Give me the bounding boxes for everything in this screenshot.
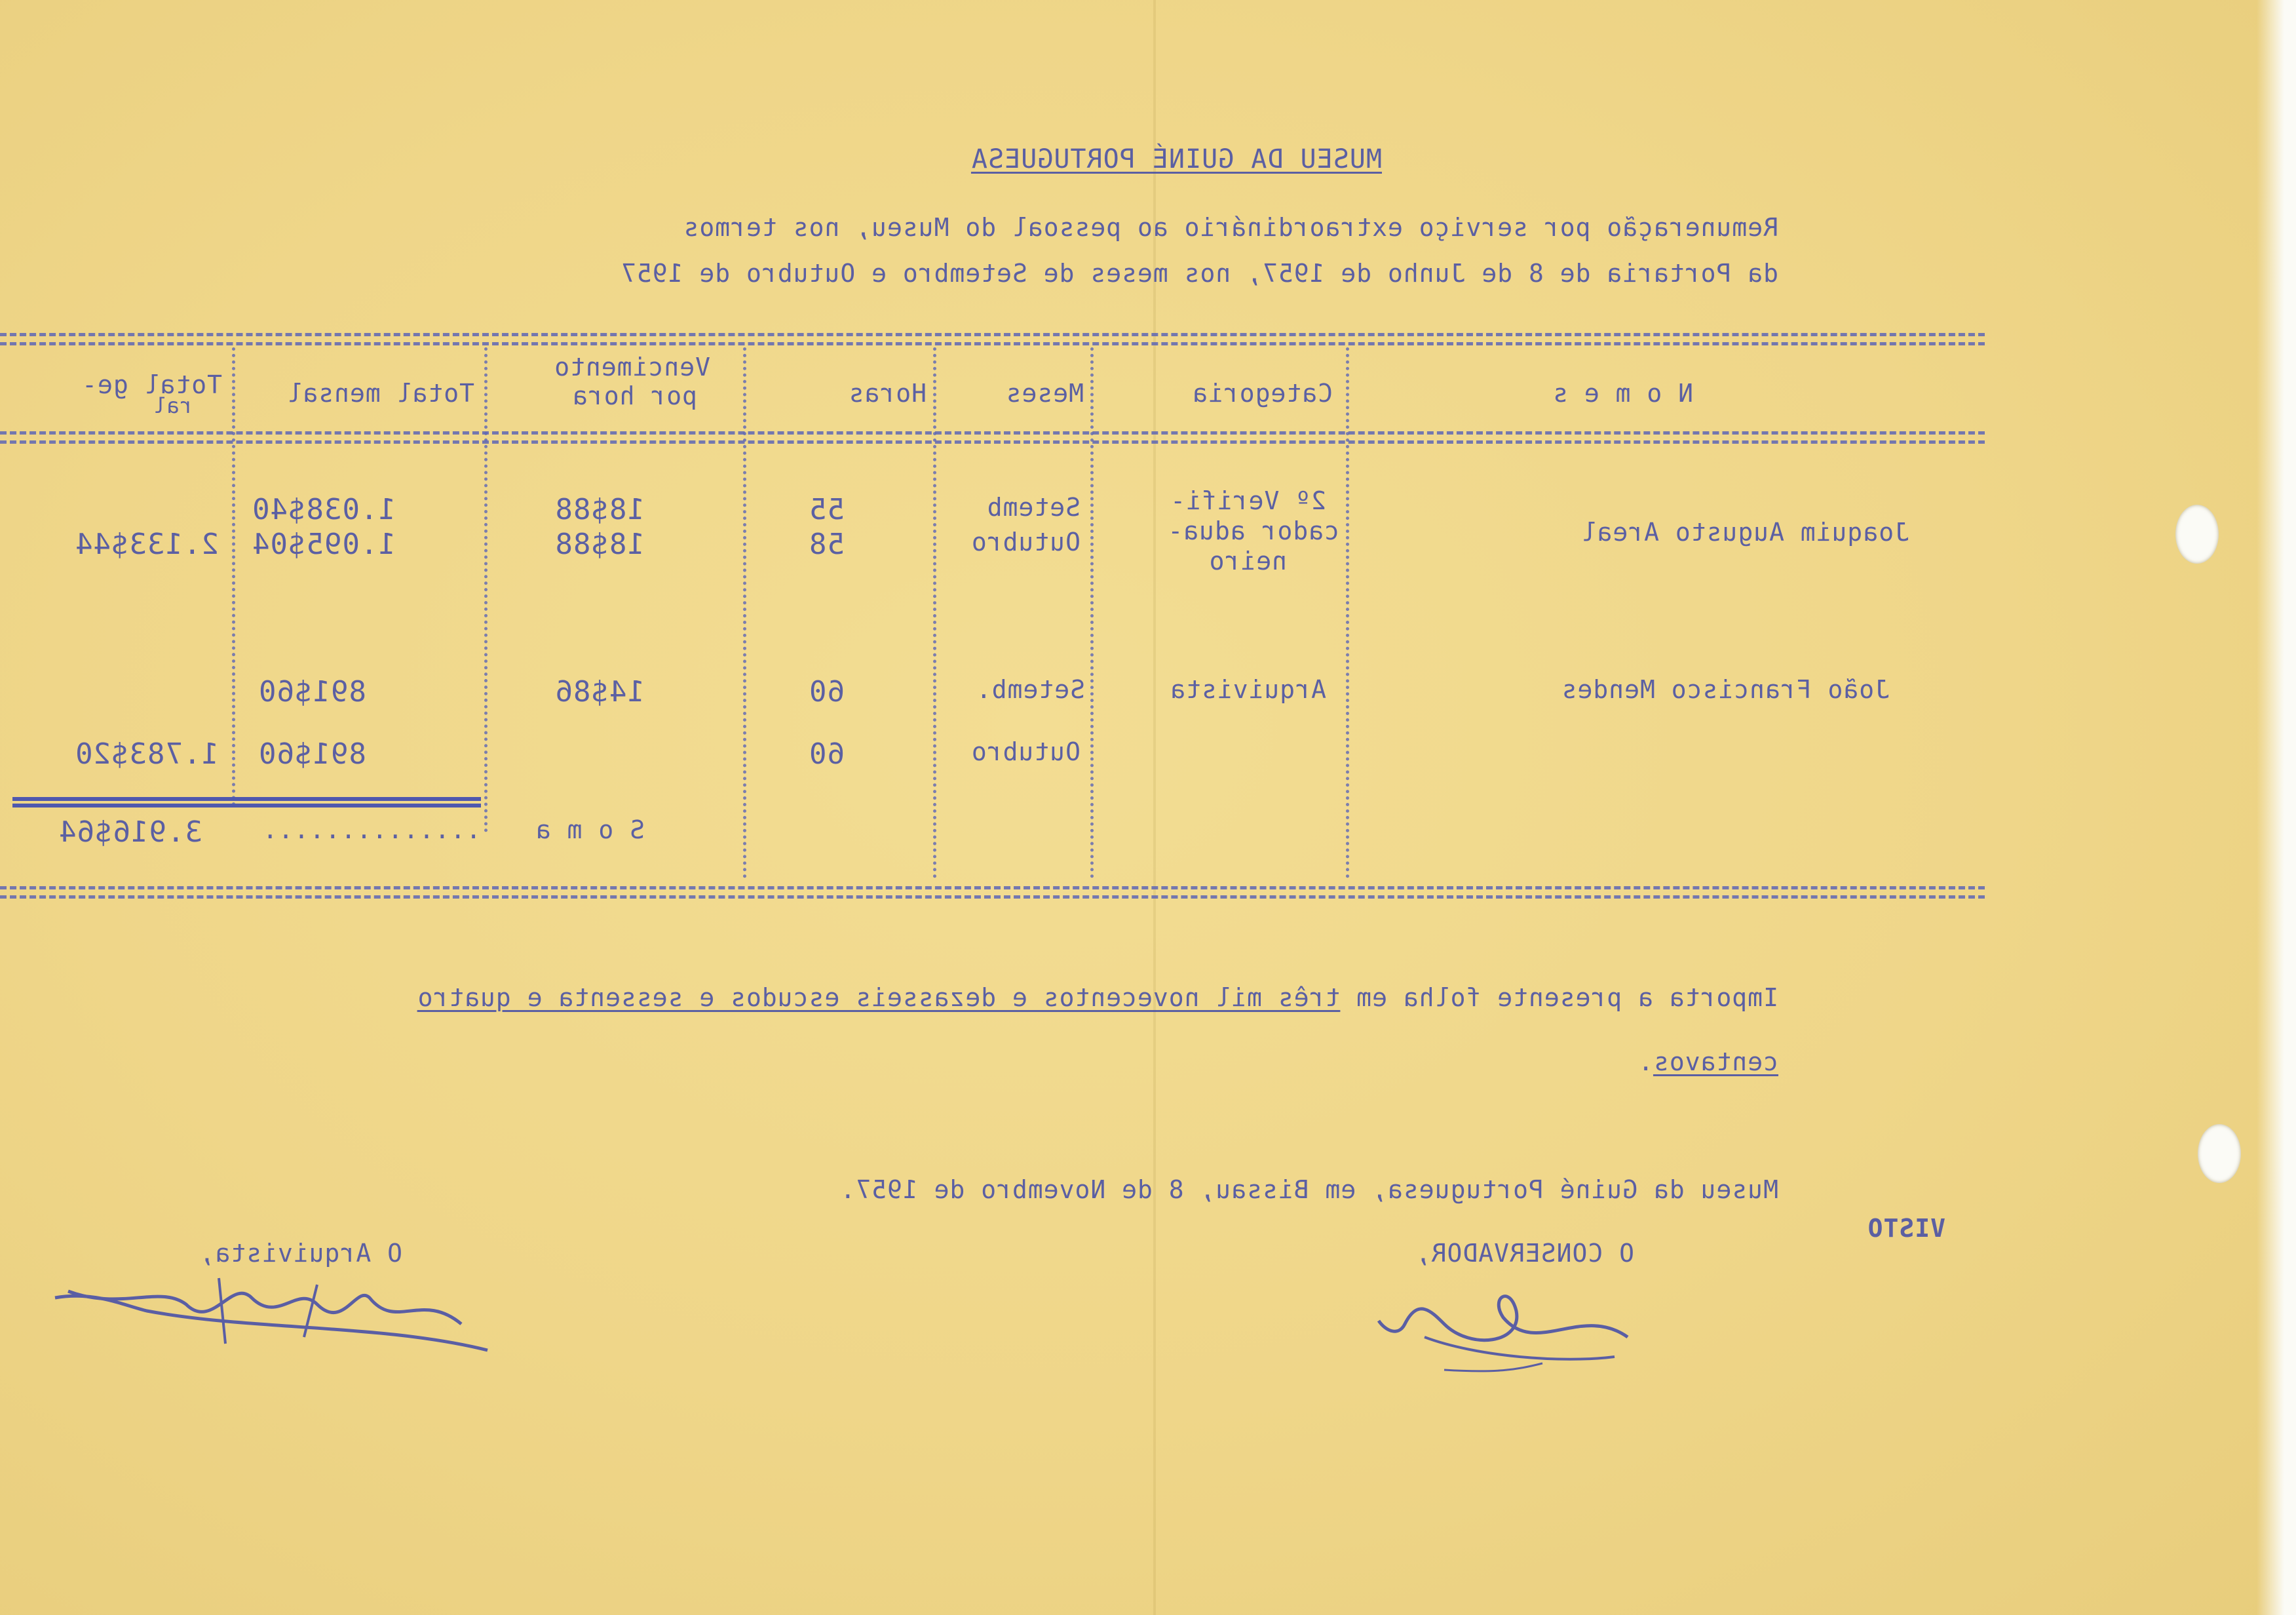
row4-mes: Outubro	[970, 737, 1081, 766]
row1-mes: Setemb	[986, 493, 1081, 522]
row3-nome: João Francisco Mendes	[1561, 675, 1890, 704]
col-header-categoria: Categoria	[1192, 379, 1333, 408]
row4-horas: 60	[809, 737, 845, 771]
place-date-line: Museu da Guiné Portuguesa, em Bissau, 8 de Novembro de 1957.	[839, 1175, 1778, 1204]
soma-rule-2	[12, 804, 481, 808]
importa-amount-words-2: centavos	[1653, 1047, 1778, 1076]
importa-line-1	[417, 983, 1778, 1012]
row1-horas: 55	[809, 493, 845, 526]
col-header-total-geral: Total ge-	[81, 370, 222, 399]
row1-nome: Joaquim Augusto Areal	[1580, 518, 1909, 547]
table-top-rule	[0, 333, 1985, 336]
row1-total-mensal: 1.038$40	[252, 493, 396, 526]
importa-amount-words: três mil novecentos e dezasseis escudos e sessenta e quatro	[417, 983, 1341, 1012]
row2-total-mensal: 1.095$04	[252, 528, 396, 561]
institution-title: MUSEU DA GUINÉ PORTUGUESA	[970, 144, 1382, 174]
row1-categoria-2: cador adua-	[1167, 516, 1339, 545]
row1-vencimento: 18$88	[554, 493, 645, 526]
subtitle-line-1: Remuneração por serviço extraordinário ao pessoal do Museu, nos termos	[683, 213, 1778, 242]
conservador-label: O CONSERVADOR,	[1415, 1239, 1634, 1268]
row4-total-geral: 1.783$20	[75, 737, 219, 771]
header-bottom-rule	[0, 431, 1985, 435]
col-sep-meses	[933, 347, 936, 878]
row3-mes: Setemb.	[975, 675, 1085, 704]
visto-label: VISTO	[1867, 1214, 1945, 1243]
row1-categoria: 2º Verifi-	[1170, 486, 1326, 515]
arquivista-label: O Arquivista,	[199, 1239, 402, 1268]
row2-total-geral: 2.133$44	[75, 528, 219, 561]
col-sep-categoria	[1090, 347, 1094, 878]
row2-mes: Outubro	[970, 528, 1081, 556]
header-bottom-rule-2	[0, 440, 1985, 444]
table-top-rule-2	[0, 342, 1985, 345]
row2-vencimento: 18$88	[554, 528, 645, 561]
table-bottom-rule-2	[0, 895, 1985, 899]
table-bottom-rule	[0, 886, 1985, 889]
soma-rule	[12, 797, 481, 801]
col-sep-nomes	[1346, 347, 1349, 878]
importa-end: .	[1637, 1047, 1653, 1076]
row3-horas: 60	[809, 675, 845, 709]
importa-line-2	[1637, 1047, 1778, 1076]
soma-dots: ..............	[261, 815, 481, 844]
col-header-vencimento: Vencimento	[554, 353, 710, 381]
col-sep-total-mensal	[232, 347, 235, 806]
col-header-total-geral-2: ral	[153, 393, 193, 418]
col-header-total-mensal: Total mensal	[286, 379, 474, 408]
subtitle-line-2: da Portaria de 8 de Junho de 1957, nos meses de Setembro e Outubro de 1957	[621, 259, 1778, 288]
arquivista-signature	[16, 1252, 514, 1383]
importa-prefix: Importa a presente folha em	[1340, 983, 1778, 1012]
row3-categoria: Arquivista	[1170, 675, 1326, 704]
col-header-horas: Horas	[848, 379, 927, 408]
row3-vencimento: 14$86	[554, 675, 645, 709]
soma-label: S o m a	[535, 815, 645, 844]
conservador-signature	[1366, 1258, 1641, 1390]
col-header-vencimento-2: por hora	[571, 381, 697, 410]
row3-total-mensal: 891$60	[258, 675, 366, 709]
row2-horas: 58	[809, 528, 845, 561]
col-header-nomes: N o m e s	[1552, 379, 1693, 408]
row4-total-mensal: 891$60	[258, 737, 366, 771]
col-header-meses: Meses	[1005, 379, 1084, 408]
row1-categoria-3: neiro	[1208, 547, 1287, 575]
col-sep-horas	[743, 347, 746, 878]
col-sep-vencimento	[484, 347, 488, 832]
soma-total: 3.916$64	[58, 815, 202, 849]
